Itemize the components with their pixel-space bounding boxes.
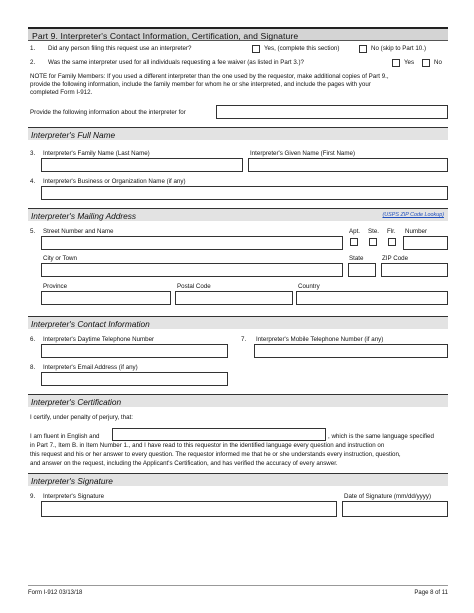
q6-number: 6. xyxy=(30,336,36,343)
q7-number: 7. xyxy=(241,336,247,343)
given-name-field[interactable] xyxy=(248,158,448,172)
q5-number: 5. xyxy=(30,228,36,235)
full-name-header: Interpreter's Full Name xyxy=(31,129,116,140)
q2-yes-label: Yes xyxy=(404,59,415,66)
certify-intro: I certify, under penalty of perjury, that: xyxy=(30,414,133,421)
state-select[interactable] xyxy=(348,263,376,277)
number-label: Number xyxy=(405,228,428,235)
date-of-signature-field[interactable] xyxy=(342,501,448,517)
q2-no-checkbox[interactable] xyxy=(422,59,430,67)
street-label: Street Number and Name xyxy=(43,228,114,235)
usps-zip-lookup-link[interactable]: (USPS ZIP Code Lookup) xyxy=(382,212,444,218)
city-field[interactable] xyxy=(41,263,343,277)
q3-number: 3. xyxy=(30,150,36,157)
ste-label: Ste. xyxy=(368,228,380,235)
contact-section-header xyxy=(28,316,448,329)
provide-label: Provide the following information about the interpreter for xyxy=(30,109,186,116)
business-name-label: Interpreter's Business or Organization Name (if any) xyxy=(43,178,186,185)
postal-code-label: Postal Code xyxy=(177,283,211,290)
cert-line-1-end: , which is the same language specified xyxy=(328,433,434,440)
family-name-label: Interpreter's Family Name (Last Name) xyxy=(43,150,150,157)
q4-number: 4. xyxy=(30,178,36,185)
cert-line-3: this request and his or her answer to every question. The requestor informed me that he or she understands every instruction, question, xyxy=(30,451,401,458)
apt-label: Apt. xyxy=(349,228,361,235)
q2-text: Was the same interpreter used for all individuals requesting a fee waiver (as listed in Part 3.)? xyxy=(48,59,304,66)
mailing-header: Interpreter's Mailing Address xyxy=(31,210,137,221)
note-line-3: completed Form I-912. xyxy=(30,89,93,96)
q1-yes-label: Yes, (complete this section) xyxy=(264,45,340,52)
part-title: Part 9. Interpreter's Contact Information, Certification, and Signature xyxy=(32,31,299,41)
email-field[interactable] xyxy=(41,372,228,386)
language-field[interactable] xyxy=(112,428,326,441)
city-label: City or Town xyxy=(43,255,77,262)
daytime-phone-label: Interpreter's Daytime Telephone Number xyxy=(43,336,155,343)
flr-label: Flr. xyxy=(387,228,396,235)
signature-field[interactable] xyxy=(41,501,337,517)
family-name-field[interactable] xyxy=(41,158,243,172)
postal-code-field[interactable] xyxy=(175,291,293,305)
q1-number: 1. xyxy=(30,45,36,52)
mobile-phone-label: Interpreter's Mobile Telephone Number (if any) xyxy=(256,336,384,343)
q1-yes-checkbox[interactable] xyxy=(252,45,260,53)
signature-label: Interpreter's Signature xyxy=(43,493,105,500)
q2-no-label: No xyxy=(434,59,442,66)
signature-section-header xyxy=(28,473,448,486)
q2-number: 2. xyxy=(30,59,36,66)
country-label: Country xyxy=(298,283,320,290)
q2-yes-checkbox[interactable] xyxy=(392,59,400,67)
state-label: State xyxy=(349,255,364,262)
business-name-field[interactable] xyxy=(41,186,448,200)
province-field[interactable] xyxy=(41,291,171,305)
note-line-2: provide the following information, include the family member for whom he or she interpreted, and include the pages with your xyxy=(30,81,371,88)
mailing-address-section-header xyxy=(28,208,448,221)
province-label: Province xyxy=(43,283,68,290)
part-9-header xyxy=(28,27,448,41)
full-name-section-header xyxy=(28,127,448,140)
contact-header: Interpreter's Contact Information xyxy=(31,318,150,329)
fluent-label: I am fluent in English and xyxy=(30,433,100,440)
certification-section-header xyxy=(28,394,448,407)
zip-field[interactable] xyxy=(381,263,448,277)
q1-no-label: No (skip to Part 10.) xyxy=(371,45,427,52)
country-field[interactable] xyxy=(296,291,448,305)
mobile-phone-field[interactable] xyxy=(254,344,448,358)
date-of-signature-label: Date of Signature (mm/dd/yyyy) xyxy=(344,493,431,500)
given-name-label: Interpreter's Given Name (First Name) xyxy=(250,150,356,157)
daytime-phone-field[interactable] xyxy=(41,344,228,358)
street-field[interactable] xyxy=(41,236,343,250)
apt-checkbox[interactable] xyxy=(350,238,358,246)
note-line-1: NOTE for Family Members: If you used a different interpreter than the one used by the requestor, make additional copies of Part 9., xyxy=(30,73,389,80)
email-label: Interpreter's Email Address (if any) xyxy=(43,364,138,371)
footer-form-id: Form I-912 03/13/18 xyxy=(28,590,83,596)
zip-label: ZIP Code xyxy=(382,255,409,262)
footer-rule xyxy=(28,585,448,586)
q8-number: 8. xyxy=(30,364,36,371)
interpreter-for-field[interactable] xyxy=(216,105,448,119)
footer-page-number: Page 8 of 11 xyxy=(414,590,448,596)
q1-no-checkbox[interactable] xyxy=(359,45,367,53)
cert-line-2: in Part 7., Item B. in Item Number 1., and I have read to this requestor in the identified language every question and instruction on xyxy=(30,442,385,449)
q9-number: 9. xyxy=(30,493,36,500)
certification-header: Interpreter's Certification xyxy=(31,396,122,407)
signature-header: Interpreter's Signature xyxy=(31,475,113,486)
apt-number-field[interactable] xyxy=(403,236,448,250)
q1-text: Did any person filing this request use an interpreter? xyxy=(48,45,192,52)
cert-line-4: and answer on the request, including the Applicant's Certification, and has verified the accuracy of every answer. xyxy=(30,460,338,467)
ste-checkbox[interactable] xyxy=(369,238,377,246)
flr-checkbox[interactable] xyxy=(388,238,396,246)
